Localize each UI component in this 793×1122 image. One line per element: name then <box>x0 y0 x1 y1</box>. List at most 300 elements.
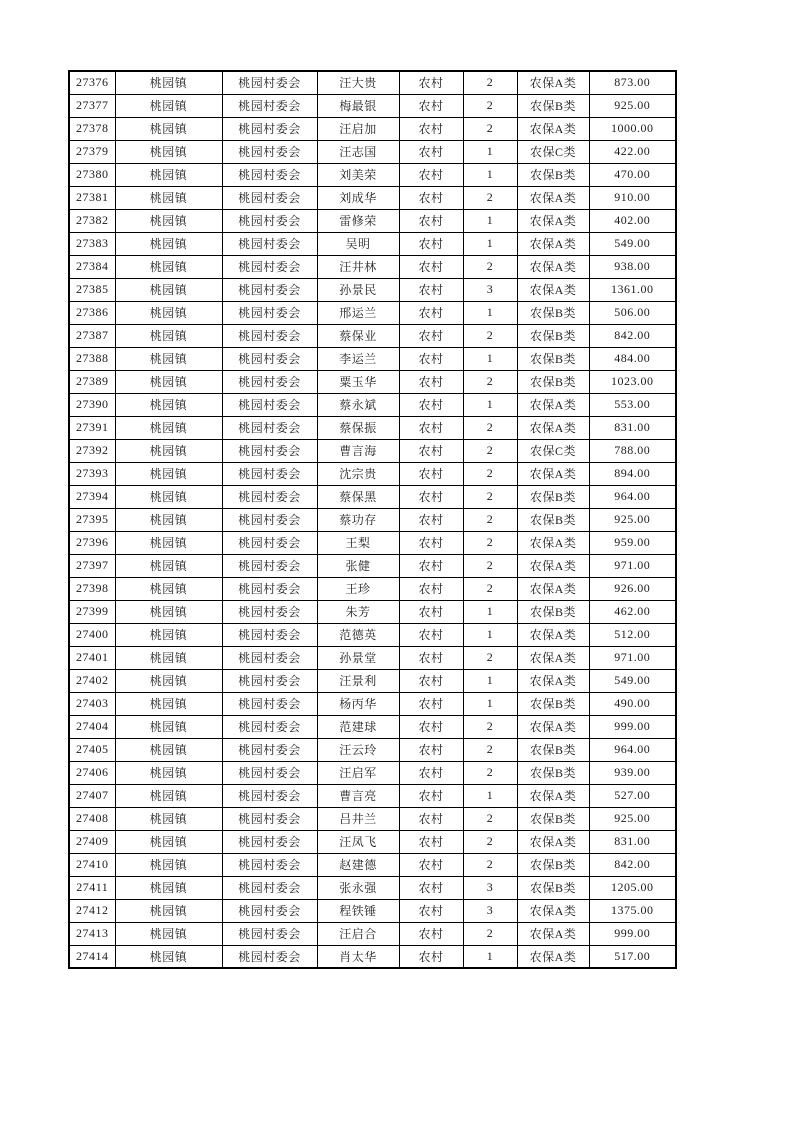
cell-town: 桃园镇 <box>115 209 222 232</box>
cell-category: 农保A类 <box>517 830 589 853</box>
cell-village: 桃园村委会 <box>222 485 317 508</box>
cell-village: 桃园村委会 <box>222 508 317 531</box>
table-row <box>69 853 676 876</box>
cell-id: 27404 <box>69 715 115 738</box>
cell-village: 桃园村委会 <box>222 71 317 94</box>
cell-town: 桃园镇 <box>115 255 222 278</box>
cell-id: 27398 <box>69 577 115 600</box>
cell-category: 农保A类 <box>517 393 589 416</box>
cell-residence: 农村 <box>399 554 463 577</box>
cell-count: 1 <box>463 140 517 163</box>
cell-count: 1 <box>463 163 517 186</box>
cell-residence: 农村 <box>399 324 463 347</box>
cell-town: 桃园镇 <box>115 669 222 692</box>
cell-village: 桃园村委会 <box>222 301 317 324</box>
cell-category: 农保B类 <box>517 370 589 393</box>
cell-residence: 农村 <box>399 393 463 416</box>
cell-category: 农保A类 <box>517 646 589 669</box>
cell-name: 吴明 <box>317 232 399 255</box>
cell-id: 27412 <box>69 899 115 922</box>
cell-residence: 农村 <box>399 508 463 531</box>
cell-count: 2 <box>463 370 517 393</box>
cell-id: 27394 <box>69 485 115 508</box>
cell-category: 农保C类 <box>517 140 589 163</box>
cell-residence: 农村 <box>399 94 463 117</box>
cell-name: 蔡保黑 <box>317 485 399 508</box>
cell-id: 27376 <box>69 71 115 94</box>
cell-village: 桃园村委会 <box>222 393 317 416</box>
table-row <box>69 623 676 646</box>
cell-category: 农保C类 <box>517 439 589 462</box>
cell-count: 1 <box>463 623 517 646</box>
table-row <box>69 784 676 807</box>
table-row <box>69 462 676 485</box>
cell-village: 桃园村委会 <box>222 209 317 232</box>
cell-town: 桃园镇 <box>115 830 222 853</box>
cell-residence: 农村 <box>399 485 463 508</box>
cell-id: 27411 <box>69 876 115 899</box>
table-row <box>69 140 676 163</box>
cell-count: 1 <box>463 784 517 807</box>
cell-name: 李运兰 <box>317 347 399 370</box>
cell-village: 桃园村委会 <box>222 600 317 623</box>
cell-amount: 422.00 <box>589 140 676 163</box>
cell-village: 桃园村委会 <box>222 531 317 554</box>
cell-id: 27387 <box>69 324 115 347</box>
cell-category: 农保A类 <box>517 715 589 738</box>
cell-category: 农保A类 <box>517 922 589 945</box>
cell-name: 汪景利 <box>317 669 399 692</box>
table-row <box>69 439 676 462</box>
cell-count: 2 <box>463 715 517 738</box>
cell-town: 桃园镇 <box>115 462 222 485</box>
cell-amount: 470.00 <box>589 163 676 186</box>
cell-town: 桃园镇 <box>115 301 222 324</box>
cell-town: 桃园镇 <box>115 876 222 899</box>
cell-category: 农保B类 <box>517 301 589 324</box>
cell-residence: 农村 <box>399 738 463 761</box>
cell-village: 桃园村委会 <box>222 140 317 163</box>
cell-name: 杨丙华 <box>317 692 399 715</box>
cell-village: 桃园村委会 <box>222 945 317 968</box>
cell-town: 桃园镇 <box>115 186 222 209</box>
cell-amount: 938.00 <box>589 255 676 278</box>
cell-name: 汪启军 <box>317 761 399 784</box>
cell-residence: 农村 <box>399 232 463 255</box>
cell-amount: 831.00 <box>589 830 676 853</box>
table-row <box>69 393 676 416</box>
table-row <box>69 71 676 94</box>
cell-id: 27410 <box>69 853 115 876</box>
cell-id: 27389 <box>69 370 115 393</box>
cell-town: 桃园镇 <box>115 347 222 370</box>
cell-town: 桃园镇 <box>115 508 222 531</box>
cell-amount: 894.00 <box>589 462 676 485</box>
cell-name: 汪启合 <box>317 922 399 945</box>
cell-id: 27397 <box>69 554 115 577</box>
table-row <box>69 255 676 278</box>
cell-village: 桃园村委会 <box>222 715 317 738</box>
table-row <box>69 692 676 715</box>
cell-residence: 农村 <box>399 922 463 945</box>
cell-id: 27380 <box>69 163 115 186</box>
cell-name: 沈宗贵 <box>317 462 399 485</box>
cell-category: 农保A类 <box>517 209 589 232</box>
cell-amount: 999.00 <box>589 715 676 738</box>
cell-count: 2 <box>463 830 517 853</box>
cell-village: 桃园村委会 <box>222 278 317 301</box>
cell-residence: 农村 <box>399 462 463 485</box>
cell-id: 27405 <box>69 738 115 761</box>
cell-name: 邢运兰 <box>317 301 399 324</box>
table-row <box>69 554 676 577</box>
cell-town: 桃园镇 <box>115 117 222 140</box>
cell-count: 1 <box>463 232 517 255</box>
cell-village: 桃园村委会 <box>222 439 317 462</box>
cell-category: 农保A类 <box>517 71 589 94</box>
cell-name: 朱芳 <box>317 600 399 623</box>
cell-village: 桃园村委会 <box>222 324 317 347</box>
cell-count: 2 <box>463 646 517 669</box>
cell-count: 2 <box>463 186 517 209</box>
cell-name: 曹言亮 <box>317 784 399 807</box>
cell-id: 27391 <box>69 416 115 439</box>
cell-name: 梅最银 <box>317 94 399 117</box>
cell-village: 桃园村委会 <box>222 807 317 830</box>
cell-residence: 农村 <box>399 669 463 692</box>
cell-amount: 925.00 <box>589 508 676 531</box>
cell-village: 桃园村委会 <box>222 692 317 715</box>
cell-village: 桃园村委会 <box>222 830 317 853</box>
cell-village: 桃园村委会 <box>222 186 317 209</box>
cell-id: 27402 <box>69 669 115 692</box>
cell-category: 农保B类 <box>517 600 589 623</box>
cell-count: 2 <box>463 922 517 945</box>
cell-town: 桃园镇 <box>115 324 222 347</box>
table-row <box>69 830 676 853</box>
cell-count: 1 <box>463 393 517 416</box>
cell-category: 农保A类 <box>517 669 589 692</box>
cell-residence: 农村 <box>399 830 463 853</box>
cell-name: 张永强 <box>317 876 399 899</box>
cell-id: 27384 <box>69 255 115 278</box>
cell-category: 农保A类 <box>517 899 589 922</box>
cell-name: 王珍 <box>317 577 399 600</box>
cell-category: 农保A类 <box>517 554 589 577</box>
cell-residence: 农村 <box>399 439 463 462</box>
cell-name: 刘美荣 <box>317 163 399 186</box>
cell-village: 桃园村委会 <box>222 416 317 439</box>
table-row <box>69 324 676 347</box>
cell-amount: 484.00 <box>589 347 676 370</box>
cell-category: 农保B类 <box>517 807 589 830</box>
cell-residence: 农村 <box>399 646 463 669</box>
cell-category: 农保A类 <box>517 255 589 278</box>
table-row <box>69 807 676 830</box>
cell-residence: 农村 <box>399 600 463 623</box>
cell-category: 农保A类 <box>517 623 589 646</box>
table-row <box>69 669 676 692</box>
cell-count: 2 <box>463 117 517 140</box>
cell-town: 桃园镇 <box>115 738 222 761</box>
cell-residence: 农村 <box>399 71 463 94</box>
cell-id: 27401 <box>69 646 115 669</box>
cell-residence: 农村 <box>399 899 463 922</box>
cell-name: 刘成华 <box>317 186 399 209</box>
cell-count: 2 <box>463 94 517 117</box>
cell-name: 范建球 <box>317 715 399 738</box>
cell-name: 孙景民 <box>317 278 399 301</box>
table-row <box>69 922 676 945</box>
cell-id: 27407 <box>69 784 115 807</box>
cell-village: 桃园村委会 <box>222 94 317 117</box>
cell-town: 桃园镇 <box>115 899 222 922</box>
cell-id: 27393 <box>69 462 115 485</box>
cell-count: 2 <box>463 531 517 554</box>
cell-count: 2 <box>463 508 517 531</box>
cell-id: 27385 <box>69 278 115 301</box>
cell-amount: 462.00 <box>589 600 676 623</box>
cell-count: 1 <box>463 945 517 968</box>
cell-id: 27377 <box>69 94 115 117</box>
cell-town: 桃园镇 <box>115 623 222 646</box>
cell-count: 2 <box>463 738 517 761</box>
table-row <box>69 531 676 554</box>
cell-amount: 1023.00 <box>589 370 676 393</box>
cell-category: 农保A类 <box>517 945 589 968</box>
cell-residence: 农村 <box>399 761 463 784</box>
cell-village: 桃园村委会 <box>222 347 317 370</box>
cell-village: 桃园村委会 <box>222 669 317 692</box>
cell-village: 桃园村委会 <box>222 232 317 255</box>
cell-amount: 910.00 <box>589 186 676 209</box>
cell-id: 27413 <box>69 922 115 945</box>
cell-amount: 490.00 <box>589 692 676 715</box>
cell-town: 桃园镇 <box>115 370 222 393</box>
cell-town: 桃园镇 <box>115 94 222 117</box>
cell-count: 1 <box>463 209 517 232</box>
cell-name: 程铁锤 <box>317 899 399 922</box>
table-row <box>69 209 676 232</box>
cell-id: 27396 <box>69 531 115 554</box>
cell-count: 2 <box>463 577 517 600</box>
cell-village: 桃园村委会 <box>222 462 317 485</box>
cell-id: 27383 <box>69 232 115 255</box>
cell-village: 桃园村委会 <box>222 761 317 784</box>
cell-village: 桃园村委会 <box>222 577 317 600</box>
cell-village: 桃园村委会 <box>222 117 317 140</box>
table-row <box>69 738 676 761</box>
cell-category: 农保A类 <box>517 784 589 807</box>
cell-name: 汪井林 <box>317 255 399 278</box>
cell-id: 27379 <box>69 140 115 163</box>
cell-village: 桃园村委会 <box>222 623 317 646</box>
cell-residence: 农村 <box>399 301 463 324</box>
cell-town: 桃园镇 <box>115 485 222 508</box>
cell-town: 桃园镇 <box>115 163 222 186</box>
cell-amount: 999.00 <box>589 922 676 945</box>
cell-id: 27414 <box>69 945 115 968</box>
table-row <box>69 715 676 738</box>
cell-category: 农保B类 <box>517 324 589 347</box>
cell-residence: 农村 <box>399 807 463 830</box>
cell-name: 赵建德 <box>317 853 399 876</box>
table-row <box>69 577 676 600</box>
cell-category: 农保B类 <box>517 692 589 715</box>
cell-count: 1 <box>463 301 517 324</box>
cell-name: 汪大贵 <box>317 71 399 94</box>
cell-count: 2 <box>463 324 517 347</box>
cell-residence: 农村 <box>399 163 463 186</box>
cell-category: 农保B类 <box>517 347 589 370</box>
cell-name: 吕井兰 <box>317 807 399 830</box>
cell-id: 27382 <box>69 209 115 232</box>
cell-residence: 农村 <box>399 784 463 807</box>
table-row <box>69 600 676 623</box>
cell-amount: 553.00 <box>589 393 676 416</box>
cell-category: 农保B类 <box>517 876 589 899</box>
cell-residence: 农村 <box>399 186 463 209</box>
cell-name: 雷修荣 <box>317 209 399 232</box>
table-row <box>69 945 676 968</box>
cell-count: 1 <box>463 692 517 715</box>
cell-amount: 842.00 <box>589 324 676 347</box>
cell-category: 农保A类 <box>517 232 589 255</box>
cell-amount: 1375.00 <box>589 899 676 922</box>
table-row <box>69 899 676 922</box>
cell-category: 农保B类 <box>517 853 589 876</box>
cell-amount: 959.00 <box>589 531 676 554</box>
cell-id: 27392 <box>69 439 115 462</box>
table-row <box>69 876 676 899</box>
cell-town: 桃园镇 <box>115 531 222 554</box>
cell-category: 农保B类 <box>517 761 589 784</box>
cell-residence: 农村 <box>399 623 463 646</box>
cell-residence: 农村 <box>399 945 463 968</box>
cell-residence: 农村 <box>399 416 463 439</box>
cell-village: 桃园村委会 <box>222 922 317 945</box>
cell-town: 桃园镇 <box>115 71 222 94</box>
cell-town: 桃园镇 <box>115 140 222 163</box>
cell-count: 2 <box>463 485 517 508</box>
cell-category: 农保A类 <box>517 278 589 301</box>
cell-amount: 517.00 <box>589 945 676 968</box>
table-row <box>69 163 676 186</box>
cell-residence: 农村 <box>399 347 463 370</box>
cell-category: 农保B类 <box>517 485 589 508</box>
cell-amount: 925.00 <box>589 807 676 830</box>
cell-id: 27408 <box>69 807 115 830</box>
cell-name: 汪云玲 <box>317 738 399 761</box>
cell-town: 桃园镇 <box>115 600 222 623</box>
cell-count: 1 <box>463 347 517 370</box>
cell-amount: 788.00 <box>589 439 676 462</box>
cell-id: 27409 <box>69 830 115 853</box>
cell-town: 桃园镇 <box>115 416 222 439</box>
cell-residence: 农村 <box>399 140 463 163</box>
cell-town: 桃园镇 <box>115 278 222 301</box>
table-row <box>69 232 676 255</box>
cell-name: 王梨 <box>317 531 399 554</box>
cell-amount: 831.00 <box>589 416 676 439</box>
cell-village: 桃园村委会 <box>222 255 317 278</box>
cell-residence: 农村 <box>399 715 463 738</box>
cell-count: 1 <box>463 669 517 692</box>
cell-count: 2 <box>463 853 517 876</box>
cell-residence: 农村 <box>399 531 463 554</box>
cell-category: 农保B类 <box>517 163 589 186</box>
cell-residence: 农村 <box>399 692 463 715</box>
cell-amount: 971.00 <box>589 646 676 669</box>
table-row <box>69 278 676 301</box>
table-row <box>69 370 676 393</box>
table-row <box>69 646 676 669</box>
cell-name: 蔡永斌 <box>317 393 399 416</box>
cell-village: 桃园村委会 <box>222 554 317 577</box>
cell-category: 农保A类 <box>517 117 589 140</box>
table-row <box>69 485 676 508</box>
cell-category: 农保A类 <box>517 186 589 209</box>
table-row <box>69 761 676 784</box>
cell-town: 桃园镇 <box>115 646 222 669</box>
cell-amount: 926.00 <box>589 577 676 600</box>
cell-name: 汪启加 <box>317 117 399 140</box>
cell-count: 2 <box>463 439 517 462</box>
cell-name: 肖太华 <box>317 945 399 968</box>
cell-id: 27400 <box>69 623 115 646</box>
cell-village: 桃园村委会 <box>222 853 317 876</box>
cell-amount: 964.00 <box>589 485 676 508</box>
cell-town: 桃园镇 <box>115 807 222 830</box>
cell-count: 3 <box>463 278 517 301</box>
table-row <box>69 94 676 117</box>
cell-village: 桃园村委会 <box>222 784 317 807</box>
cell-name: 蔡功存 <box>317 508 399 531</box>
cell-amount: 964.00 <box>589 738 676 761</box>
cell-count: 2 <box>463 416 517 439</box>
cell-amount: 506.00 <box>589 301 676 324</box>
cell-name: 曹言海 <box>317 439 399 462</box>
cell-id: 27378 <box>69 117 115 140</box>
cell-amount: 873.00 <box>589 71 676 94</box>
cell-id: 27388 <box>69 347 115 370</box>
cell-town: 桃园镇 <box>115 393 222 416</box>
table-body <box>69 71 676 968</box>
table-row <box>69 508 676 531</box>
table-row <box>69 186 676 209</box>
table-row <box>69 301 676 324</box>
data-table <box>68 70 677 969</box>
cell-id: 27399 <box>69 600 115 623</box>
cell-amount: 925.00 <box>589 94 676 117</box>
cell-town: 桃园镇 <box>115 692 222 715</box>
cell-count: 3 <box>463 899 517 922</box>
cell-id: 27381 <box>69 186 115 209</box>
cell-amount: 512.00 <box>589 623 676 646</box>
cell-town: 桃园镇 <box>115 853 222 876</box>
cell-town: 桃园镇 <box>115 715 222 738</box>
cell-town: 桃园镇 <box>115 761 222 784</box>
cell-category: 农保A类 <box>517 577 589 600</box>
table-row <box>69 416 676 439</box>
cell-residence: 农村 <box>399 255 463 278</box>
cell-amount: 549.00 <box>589 669 676 692</box>
cell-category: 农保B类 <box>517 738 589 761</box>
cell-village: 桃园村委会 <box>222 899 317 922</box>
cell-village: 桃园村委会 <box>222 738 317 761</box>
cell-amount: 939.00 <box>589 761 676 784</box>
cell-village: 桃园村委会 <box>222 163 317 186</box>
